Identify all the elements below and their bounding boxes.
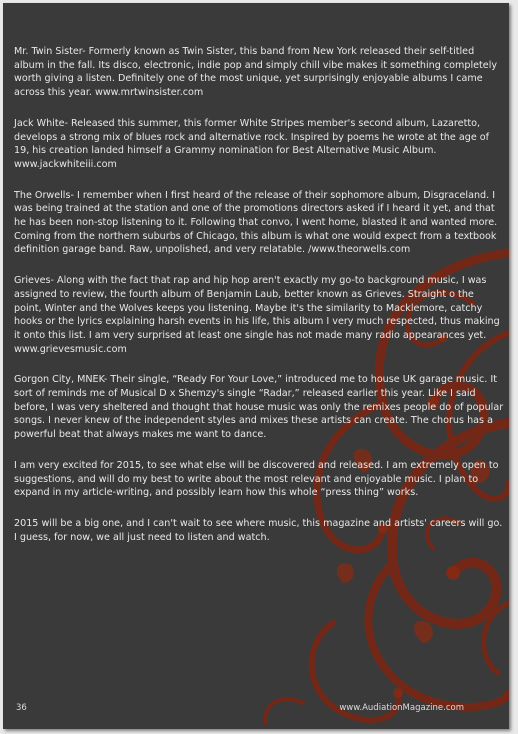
website-url: www.AudiationMagazine.com	[339, 703, 464, 713]
paragraph-2015-excitement: I am very excited for 2015, to see what else will be discovered and released. I am extremely open to suggestions, and will do my best to write about the most relevant and enjoyable music. I plan to expand in my article-writing, and possibly learn how this whole “press thing” works.	[14, 459, 499, 499]
paragraph-jack-white: Jack White- Released this summer, this former White Stripes member's second album, Lazaretto, develops a strong mix of blues rock and alternative rock. Inspired by poems he wrote at the age of 19, his creation landed himself a Grammy nomination for Best Alternative Music Album. www.jackwhiteiii.com	[14, 117, 490, 170]
paragraph-the-orwells: The Orwells- I remember when I first heard of the release of their sophomore album, Disgraceland. I was being trained at the station and one of the promotions directors asked if I heard it yet, and that he has been non-stop listening to it. Following that convo, I went home, blasted it and wanted more. Coming from the northern suburbs of Chicago, this album is what one would expect from a textbook definition garage band. Raw, unpolished, and very relatable. /www.theorwells.com	[14, 189, 498, 256]
paragraph-grieves: Grieves- Along with the fact that rap and hip hop aren't exactly my go-to background music, I was assigned to review, the fourth album of Benjamin Laub, better known as Grieves. Straight o the point, Winter and the Wolves keeps you listening. Maybe it's the similarity to Macklemore, catchy hooks or the lyrics explaining harsh events in his life, this album I very much respected, thus making it onto this list. I am very surprised at least one single has not made many radio appearances yet. www.grievesmusic.com	[14, 275, 500, 355]
paragraph-mr-twin-sister: Mr. Twin Sister- Formerly known as Twin Sister, this band from New York released their self-titled album in the fall. Its disco, electronic, indie pop and simply chill vibe makes it something completely worth giving a listen. Definitely one of the most unique, yet surprisingly enjoyable albums I came across this year. www.mrtwinsister.com	[14, 46, 498, 99]
magazine-page	[3, 3, 509, 729]
paragraph-gorgon-city: Gorgon City, MNEK- Their single, “Ready For Your Love,” introduced me to house UK garage music. It sort of reminds me of Musical D x Shemzy's single “Radar,” released earlier this year. Like I said before, I was very sheltered and thought that house music was only the remixes people do of popular songs. I never knew of the independent styles and mixes these artists can create. The chorus has a powerful beat that always makes me want to dance.	[14, 374, 504, 441]
page-number: 36	[16, 703, 27, 713]
article-body	[14, 45, 504, 561]
paragraph-closing: 2015 will be a big one, and I can't wait to see where music, this magazine and artists' careers will go. I guess, for now, we all just need to listen and watch.	[14, 517, 503, 543]
